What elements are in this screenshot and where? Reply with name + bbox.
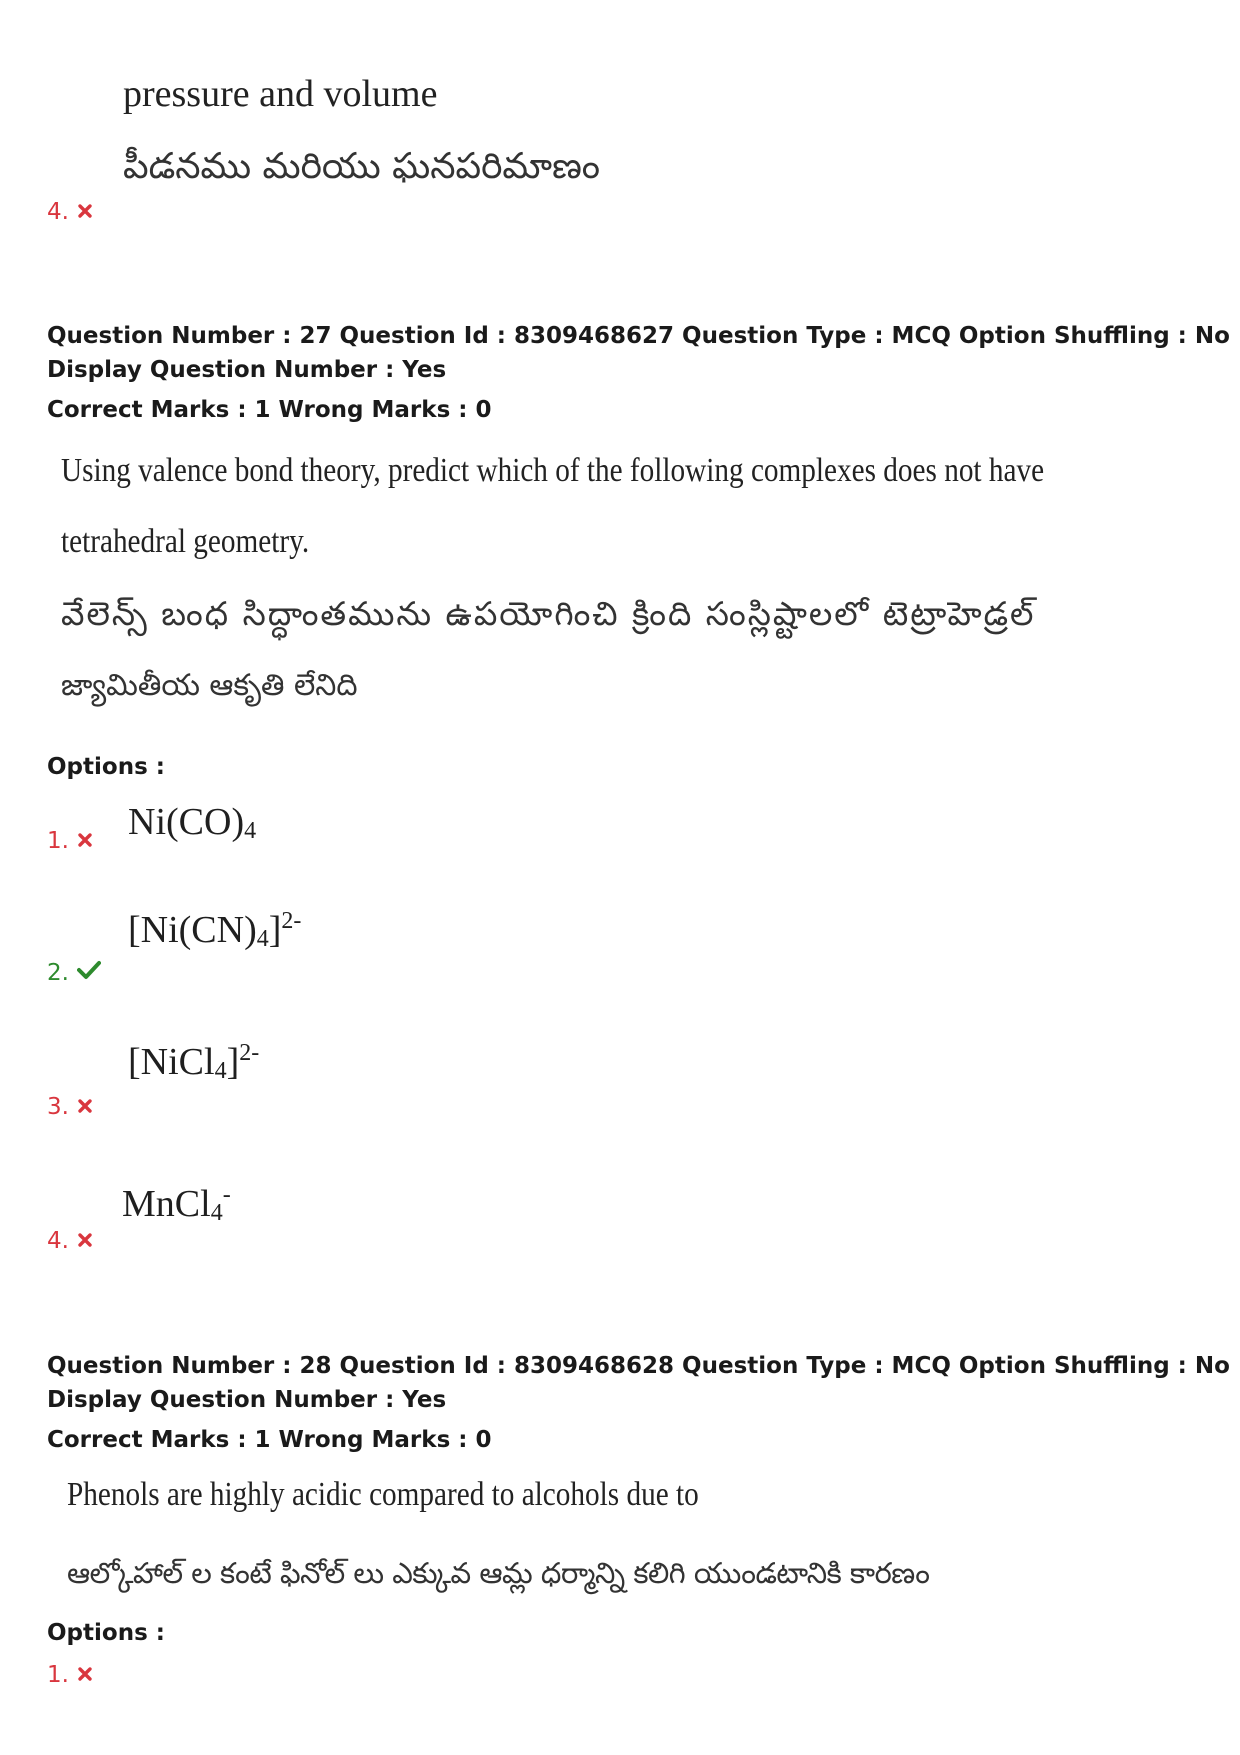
q27-option3-formula — [128, 1040, 259, 1085]
cross-icon — [77, 1094, 93, 1120]
q27-question-en-line2: tetrahedral geometry. — [61, 523, 310, 560]
prev-option4-telugu: పీడనము మరియు ఘనపరిమాణం — [123, 146, 601, 187]
q27-meta-line3: Correct Marks : 1 Wrong Marks : 0 — [47, 397, 492, 423]
q27-option1-formula — [128, 800, 256, 845]
formula-subscript: 4 — [256, 926, 269, 952]
q27-options-label: Options : — [47, 754, 165, 780]
formula-tail: ] — [226, 1041, 240, 1083]
q27-question-te-line1: వేలెన్స్ బంధ సిద్ధాంతమును ఉపయోగించి క్రింది సంస్లిష్టాలలో టెట్రాహెడ్రల్ — [61, 594, 1036, 633]
cross-icon — [77, 199, 93, 225]
cross-icon — [77, 1662, 93, 1688]
q27-question-en-line1: Using valence bond theory, predict which of the following complexes does not have — [61, 452, 1045, 489]
checkmark-icon — [77, 960, 101, 986]
formula-charge: 2- — [281, 908, 302, 934]
q28-meta-line1: Question Number : 28 Question Id : 8309468628 Question Type : MCQ Option Shuffling : No — [47, 1353, 1230, 1379]
q28-question-en: Phenols are highly acidic compared to alcohols due to — [67, 1476, 699, 1513]
q27-option2-marker — [47, 960, 101, 986]
formula-base: MnCl — [122, 1183, 211, 1225]
q28-option1-marker — [47, 1662, 93, 1688]
option-number: 3. — [47, 1094, 69, 1120]
q27-option4-formula — [122, 1182, 231, 1227]
option-number: 1. — [47, 1662, 69, 1688]
cross-icon — [77, 1228, 93, 1254]
prev-option4-marker — [47, 199, 93, 225]
formula-charge: - — [222, 1182, 231, 1208]
formula-subscript: 4 — [244, 818, 257, 844]
option-number: 4. — [47, 199, 69, 225]
q28-question-te: ఆల్కోహాల్ ల కంటే ఫినోల్ లు ఎక్కువ ఆమ్ల ధర్మాన్ని కలిగి యుండటానికి కారణం — [67, 1556, 930, 1590]
option-number: 2. — [47, 960, 69, 986]
q28-meta-line2: Display Question Number : Yes — [47, 1387, 447, 1413]
option-number: 4. — [47, 1228, 69, 1254]
formula-tail: ] — [268, 909, 282, 951]
option-number: 1. — [47, 828, 69, 854]
formula-subscript: 4 — [210, 1200, 223, 1226]
q27-option2-formula — [128, 908, 301, 953]
formula-subscript: 4 — [214, 1058, 227, 1084]
formula-base: Ni(CO) — [128, 801, 245, 843]
q27-option1-marker — [47, 828, 93, 854]
q28-meta-line3: Correct Marks : 1 Wrong Marks : 0 — [47, 1427, 492, 1453]
formula-charge: 2- — [239, 1040, 260, 1066]
q27-meta-line1: Question Number : 27 Question Id : 8309468627 Question Type : MCQ Option Shuffling : No — [47, 323, 1230, 349]
q27-option4-marker — [47, 1228, 93, 1254]
formula-base: [NiCl — [128, 1041, 215, 1083]
q27-option3-marker — [47, 1094, 93, 1120]
q27-meta-line2: Display Question Number : Yes — [47, 357, 447, 383]
cross-icon — [77, 828, 93, 854]
q28-options-label: Options : — [47, 1620, 165, 1646]
prev-option4-english: pressure and volume — [123, 73, 438, 115]
formula-base: [Ni(CN) — [128, 909, 257, 951]
q27-question-te-line2: జ్యామితీయ ఆకృతి లేనిది — [61, 668, 358, 703]
